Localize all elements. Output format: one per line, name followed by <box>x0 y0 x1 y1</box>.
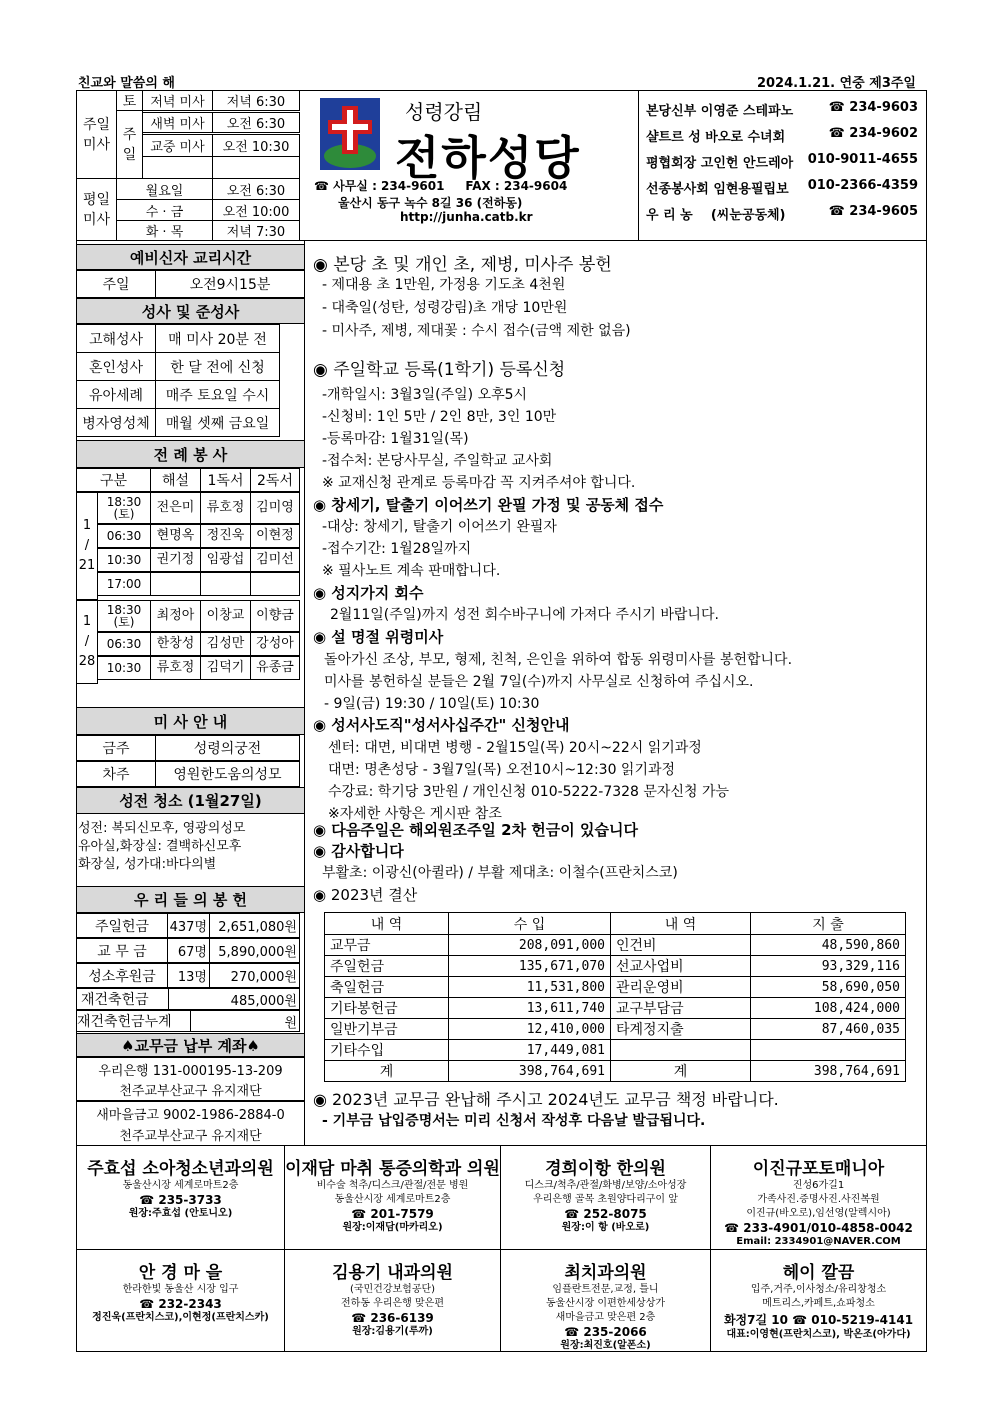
saturday-label: 토 <box>116 90 143 111</box>
liturgy-server: 정진욱 <box>200 524 251 548</box>
notice-title-5: ◉ 설 명절 위령미사 <box>313 628 444 646</box>
liturgy-header: 1독서 <box>200 468 251 492</box>
ad-line: 메트리스,카페트,쇼파청소 <box>762 1298 875 1309</box>
ad-box <box>500 1145 711 1250</box>
contact-name: 샬트르 성 바오로 수녀회 <box>646 130 786 145</box>
notice-title-9: ◉ 2023년 결산 <box>313 886 418 904</box>
settlement-header: 수 입 <box>449 913 611 935</box>
building-fund-total-label: 재건축헌금누계 <box>76 1010 191 1032</box>
sacrament-name: 병자영성체 <box>76 408 156 437</box>
ad-box <box>76 1145 285 1250</box>
ad-box <box>710 1249 927 1352</box>
cleaning-line: 유아실,화장실: 결백하신모후 <box>78 839 242 854</box>
ad-line: 비수술 척추/디스크/관절/전문 병원 <box>316 1180 469 1191</box>
settlement-header: 지 출 <box>751 913 906 935</box>
liturgy-server: 이향금 <box>250 600 300 632</box>
contact-name: 평협회장 고인헌 안드레아 <box>646 156 794 171</box>
contact-name: 본당신부 이영준 스테파노 <box>646 104 794 119</box>
offering-amount: 5,890,000원 <box>209 938 300 963</box>
notice-title-6: ◉ 성서사도직"성서사십주간" 신청안내 <box>313 716 570 734</box>
website: http://junha.catb.kr <box>400 210 533 224</box>
settlement-cell: 기타봉헌금 <box>325 998 449 1019</box>
sacrament-title: 성사 및 준성사 <box>76 298 305 324</box>
ad-box <box>284 1145 501 1250</box>
liturgy-server: 류호정 <box>200 492 251 524</box>
massinfo-key: 차주 <box>76 761 156 787</box>
account-1-owner: 천주교부산교구 유지재단 <box>119 1084 262 1099</box>
settlement-cell: 398,764,691 <box>751 1061 906 1082</box>
weekday-name: 수 · 금 <box>116 199 213 221</box>
ad-box <box>710 1145 927 1250</box>
settlement-row <box>325 1019 906 1040</box>
ad-owner: 원장:주효섭 (안토니오) <box>128 1208 233 1219</box>
notice-line: -접수기간: 1월28일까지 <box>322 541 472 557</box>
ad-title: 이진규포토매니아 <box>752 1159 885 1179</box>
ad-owner: 원장:이재담(마카리오) <box>342 1222 443 1233</box>
cleaning-list <box>78 820 245 874</box>
settlement-cell: 기타수입 <box>325 1040 449 1061</box>
mass-name: 새벽 미사 <box>142 112 213 133</box>
sacrament-name: 혼인성사 <box>76 352 156 381</box>
settlement-cell: 일반기부금 <box>325 1019 449 1040</box>
weekday-name: 화 · 목 <box>116 220 213 241</box>
weekday-mass-label: 평일 미사 <box>76 178 117 241</box>
ad-title: 경희이항 한의원 <box>545 1159 666 1179</box>
sacrament-name: 고해성사 <box>76 324 156 353</box>
offering-count: 67명 <box>167 938 210 963</box>
sacrament-time: 한 달 전에 신청 <box>155 352 280 381</box>
ad-line: 이진규(바오로),임선영(알렉시아) <box>746 1208 891 1219</box>
settlement-cell: 208,091,000 <box>449 935 611 956</box>
ad-owner: 원장:최진호(알폰소) <box>560 1340 651 1351</box>
settlement-cell: 17,449,081 <box>449 1040 611 1061</box>
ad-box <box>500 1249 711 1352</box>
settlement-header: 내 역 <box>325 913 449 935</box>
settlement-header-row <box>325 913 906 935</box>
notice-title-2: ◉ 주일학교 등록(1학기) 등록신청 <box>313 360 566 380</box>
notice-body-3 <box>322 516 557 582</box>
liturgy-server: 류호정 <box>150 656 201 680</box>
ad-line: 입주,거주,이사청소/유리창청소 <box>750 1284 887 1295</box>
ad-line: 진성6가길1 <box>792 1180 845 1191</box>
parish-name: 전하성당 <box>395 131 581 185</box>
ad-title: 이재담 마취 통증의학과 의원 <box>285 1159 500 1179</box>
settlement-cell: 교구부담금 <box>611 998 751 1019</box>
notice-body-8: 부활초: 이광신(아퀼라) / 부활 제대초: 이철수(프란치스코) <box>322 865 678 881</box>
notice-line: - 9일(금) 19:30 / 10일(토) 10:30 <box>324 696 540 712</box>
building-fund-total-amount: 원 <box>190 1010 300 1032</box>
settlement-header: 내 역 <box>611 913 751 935</box>
ad-phone: 화정7길 10 ☎ 010-5219-4141 <box>723 1313 914 1327</box>
offering-name: 주일헌금 <box>76 913 168 938</box>
building-fund-amount: 485,000원 <box>168 988 300 1010</box>
ad-line: 가족사진.증명사진.사진복원 <box>757 1194 880 1205</box>
mass-name: 저녁 미사 <box>142 90 213 111</box>
settlement-cell: 계 <box>611 1061 751 1082</box>
ad-line: 한라한빛 동울산 시장 입구 <box>122 1284 239 1295</box>
liturgy-server: 김미선 <box>250 548 300 572</box>
weekday-time: 저녁 7:30 <box>212 220 300 241</box>
liturgy-date: 1 / 21 <box>76 492 98 600</box>
ad-box <box>284 1249 501 1352</box>
ad-owner: 정진욱(프란치스코),이현정(프란치스카) <box>92 1312 269 1323</box>
notice-line: -개학일시: 3월3일(주일) 오후5시 <box>322 387 528 403</box>
notice-title-10: ◉ 2023년 교무금 완납해 주시고 2024년도 교무금 책정 바랍니다. <box>313 1090 779 1109</box>
offering-count: 13명 <box>167 963 210 988</box>
office-phone: ☎ 사무실 : 234-9601 FAX : 234-9604 <box>314 179 568 193</box>
contact-phone: 010-9011-4655 <box>807 152 918 167</box>
notice-body-1 <box>322 274 631 343</box>
ad-phone: ☎ 201-7579 <box>351 1207 434 1221</box>
settlement-row <box>325 935 906 956</box>
liturgy-server: 이현정 <box>250 524 300 548</box>
catechism-key: 주일 <box>76 270 156 298</box>
liturgy-server: 전은미 <box>150 492 201 524</box>
account-2-number: 새마을금고 9002-1986-2884-0 <box>96 1108 285 1123</box>
liturgy-title: 전 례 봉 사 <box>76 440 305 468</box>
sacrament-name: 유아세례 <box>76 380 156 409</box>
mass-empty-cell <box>142 156 213 179</box>
ad-owner: 대표:이영현(프란치스코), 박온조(아가다) <box>726 1329 911 1340</box>
weekday-time: 오전 10:00 <box>212 199 300 221</box>
ad-phone: ☎ 235-3733 <box>139 1193 222 1207</box>
settlement-table <box>324 912 906 1082</box>
settlement-cell: 선교사업비 <box>611 956 751 977</box>
offering-title: 우 리 들 의 봉 헌 <box>76 886 305 913</box>
ad-line: 임플란트전문,교정, 틀니 <box>552 1284 659 1295</box>
ad-owner: Email: 2334901@NAVER.COM <box>736 1236 901 1247</box>
contact-phone: ☎ 234-9603 <box>828 100 918 115</box>
settlement-cell: 교무금 <box>325 935 449 956</box>
liturgy-date: 1 / 28 <box>76 600 98 684</box>
ad-line: 동울산시장 이편한세상상가 <box>545 1298 666 1309</box>
liturgy-header: 구분 <box>76 468 151 492</box>
ad-owner: 원장:이 항 (바오로) <box>561 1222 650 1233</box>
ad-title: 주효섭 소아청소년과의원 <box>87 1159 274 1179</box>
liturgy-server: 임광섭 <box>200 548 251 572</box>
weekday-time: 오전 6:30 <box>212 178 300 200</box>
massinfo-key: 금주 <box>76 735 156 761</box>
ad-phone: ☎ 236-6139 <box>351 1311 434 1325</box>
mass-time: 오전 6:30 <box>212 112 300 133</box>
ad-title: 안 경 마 을 <box>138 1263 223 1283</box>
building-fund-label: 재건축헌금 <box>76 988 169 1010</box>
notice-line: - 대축일(성탄, 성령강림)초 개당 10만원 <box>322 300 568 316</box>
parish-logo <box>318 96 382 172</box>
top-date: 2024.1.21. 연중 제3주일 <box>756 76 916 91</box>
catechism-title: 예비신자 교리시간 <box>76 244 305 270</box>
settlement-cell: 타계정지출 <box>611 1019 751 1040</box>
liturgy-server: 한창성 <box>150 632 201 656</box>
mass-time: 저녁 6:30 <box>212 90 300 111</box>
ad-title: 최치과의원 <box>564 1263 647 1283</box>
settlement-cell: 12,410,000 <box>449 1019 611 1040</box>
notice-body-2 <box>322 384 635 494</box>
weekday-name: 월요일 <box>116 178 213 200</box>
notice-line: 센터: 대면, 비대면 병행 - 2월15일(목) 20시~22시 읽기과정 <box>328 740 702 756</box>
notice-line: 미사를 봉헌하실 분들은 2월 7일(수)까지 사무실로 신청하여 주십시오. <box>324 674 754 690</box>
settlement-cell: 축일헌금 <box>325 977 449 998</box>
liturgy-server: 최정아 <box>150 600 201 632</box>
massinfo-title: 미 사 안 내 <box>76 707 305 735</box>
ad-line: 새마을금고 맞은편 2층 <box>555 1312 656 1323</box>
liturgy-server: 권기정 <box>150 548 201 572</box>
ad-line: 전하동 우리은행 맞은편 <box>341 1298 444 1309</box>
settlement-cell: 135,671,070 <box>449 956 611 977</box>
mass-name: 교중 미사 <box>142 134 213 157</box>
settlement-row <box>325 977 906 998</box>
liturgy-time: 10:30 <box>97 656 151 680</box>
settlement-cell: 87,460,035 <box>751 1019 906 1040</box>
notice-title-4: ◉ 성지가지 회수 <box>313 584 424 602</box>
ad-phone: ☎ 233-4901/010-4858-0042 <box>724 1221 913 1235</box>
liturgy-server: 이창교 <box>200 600 251 632</box>
mass-time: 오전 10:30 <box>212 134 300 157</box>
liturgy-time: 18:30 (토) <box>97 600 151 632</box>
offering-name: 교 무 금 <box>76 938 168 963</box>
notice-line: -접수처: 본당사무실, 주일학교 교사회 <box>322 453 553 469</box>
notice-title-3: ◉ 창세기, 탈출기 이어쓰기 완필 가정 및 공동체 접수 <box>313 496 664 514</box>
liturgy-server: 강성아 <box>250 632 300 656</box>
liturgy-header: 2독서 <box>250 468 300 492</box>
contact-phone: 010-2366-4359 <box>807 178 918 193</box>
offering-amount: 2,651,080원 <box>209 913 300 938</box>
top-left-text: 친교와 말씀의 해 <box>78 76 175 91</box>
contact-phone: ☎ 234-9605 <box>828 204 918 219</box>
settlement-cell: 48,590,860 <box>751 935 906 956</box>
notice-line: -등록마감: 1월31일(목) <box>322 431 469 447</box>
cleaning-title: 성전 청소 (1월27일) <box>76 787 305 814</box>
settlement-row <box>325 1061 906 1082</box>
account-1-number: 우리은행 131-000195-13-209 <box>98 1064 283 1079</box>
ad-line: (국민건강보험공단) <box>349 1284 436 1295</box>
settlement-cell <box>751 1040 906 1061</box>
ad-line: 디스크/척추/관절/화병/보양/소아성장 <box>524 1180 687 1191</box>
notice-title-8: ◉ 감사합니다 <box>313 842 404 860</box>
settlement-cell: 58,690,050 <box>751 977 906 998</box>
ad-phone: ☎ 235-2066 <box>564 1325 647 1339</box>
ad-box <box>76 1249 285 1352</box>
notice-line: - 제대용 초 1만원, 가정용 기도초 4천원 <box>322 277 566 293</box>
liturgy-server: 김성만 <box>200 632 251 656</box>
offering-amount: 270,000원 <box>209 963 300 988</box>
sacrament-time: 매 미사 20분 전 <box>155 324 280 353</box>
liturgy-time: 18:30 (토) <box>97 492 151 524</box>
address: 울산시 동구 녹수 8길 36 (전하동) <box>338 196 523 210</box>
ad-owner: 원장:김용기(루까) <box>352 1326 433 1337</box>
notice-body-10: - 기부금 납입증명서는 미리 신청서 작성후 다음날 발급됩니다. <box>322 1113 706 1129</box>
liturgy-server: 유종금 <box>250 656 300 680</box>
settlement-cell: 93,329,116 <box>751 956 906 977</box>
liturgy-server <box>250 572 300 596</box>
settlement-cell <box>611 1040 751 1061</box>
sunday-label: 주 일 <box>116 110 143 179</box>
contact-phone: ☎ 234-9602 <box>828 126 918 141</box>
notice-line: 수강료: 학기당 3만원 / 개인신청 010-5222-7328 문자신청 가능 <box>328 784 730 800</box>
sunday-mass-label: 주일 미사 <box>76 90 117 179</box>
notice-title-7: ◉ 다음주일은 해외원조주일 2차 헌금이 있습니다 <box>313 821 638 839</box>
contact-name: 선종봉사회 임현용필립보 <box>646 182 789 197</box>
liturgy-server: 현명옥 <box>150 524 201 548</box>
liturgy-time: 06:30 <box>97 632 151 656</box>
settlement-cell: 13,611,740 <box>449 998 611 1019</box>
sacrament-time: 매월 셋째 금요일 <box>155 408 280 437</box>
settlement-cell: 주일헌금 <box>325 956 449 977</box>
notice-line: - 미사주, 제병, 제대꽃 : 수시 접수(금액 제한 없음) <box>322 323 631 339</box>
cleaning-line: 성전: 복되신모후, 영광의성모 <box>78 821 246 836</box>
account-2-owner: 천주교부산교구 유지재단 <box>119 1129 262 1144</box>
liturgy-server <box>200 572 251 596</box>
liturgy-server <box>150 572 201 596</box>
settlement-cell: 11,531,800 <box>449 977 611 998</box>
notice-line: 대면: 명촌성당 - 3월7일(목) 오전10시~12:30 읽기과정 <box>328 762 676 778</box>
ad-line: 동울산시장 세계로마트2층 <box>334 1194 451 1205</box>
settlement-cell: 인건비 <box>611 935 751 956</box>
ad-phone: ☎ 252-8075 <box>564 1207 647 1221</box>
ad-line: 우리은행 골목 초원양다리구이 앞 <box>533 1194 678 1205</box>
sacrament-time: 매주 토요일 수시 <box>155 380 280 409</box>
notice-line: -대상: 창세기, 탈출기 이어쓰기 완필자 <box>322 519 557 535</box>
liturgy-time: 10:30 <box>97 548 151 572</box>
notice-line: ※ 교재신청 관계로 등록마감 꼭 지켜주셔야 합니다. <box>322 475 636 491</box>
mass-empty-cell <box>212 156 300 179</box>
notice-line: 돌아가신 조상, 부모, 형제, 친척, 은인을 위하여 합동 위령미사를 봉헌합니다. <box>324 652 793 668</box>
settlement-cell: 계 <box>325 1061 449 1082</box>
offering-count: 437명 <box>167 913 210 938</box>
liturgy-server: 김덕기 <box>200 656 251 680</box>
cleaning-line: 화장실, 성가대:바다의별 <box>78 857 217 872</box>
notice-body-5 <box>324 649 792 715</box>
settlement-row <box>325 998 906 1019</box>
settlement-cell: 398,764,691 <box>449 1061 611 1082</box>
parish-subtitle: 성령강림 <box>405 100 483 124</box>
notice-body-6 <box>328 737 729 825</box>
catechism-time: 오전9시15분 <box>155 270 305 298</box>
liturgy-time: 06:30 <box>97 524 151 548</box>
settlement-row <box>325 1040 906 1061</box>
settlement-cell: 관리운영비 <box>611 977 751 998</box>
contact-name: 우 리 농 (씨눈공동체) <box>646 208 786 223</box>
settlement-row <box>325 956 906 977</box>
notice-title-1: ◉ 본당 초 및 개인 초, 제병, 미사주 봉헌 <box>313 255 612 275</box>
ad-title: 김용기 내과의원 <box>332 1263 453 1283</box>
ad-phone: ☎ 232-2343 <box>139 1297 222 1311</box>
notice-body-4: 2월11일(주일)까지 성전 회수바구니에 가져다 주시기 바랍니다. <box>330 607 719 623</box>
liturgy-header: 해설 <box>150 468 201 492</box>
ad-line: 동울산시장 세계로마트2층 <box>122 1180 239 1191</box>
offering-name: 성소후원금 <box>76 963 168 988</box>
settlement-grid <box>324 912 906 1082</box>
notice-line: ※ 필사노트 계속 판매합니다. <box>322 563 501 579</box>
liturgy-server: 김미영 <box>250 492 300 524</box>
settlement-cell: 108,424,000 <box>751 998 906 1019</box>
notice-line: ※자세한 사항은 게시판 참조 <box>328 806 502 822</box>
massinfo-value: 성령의궁전 <box>155 735 300 761</box>
ad-title: 헤이 깔끔 <box>782 1263 855 1283</box>
massinfo-value: 영원한도움의성모 <box>155 761 300 787</box>
account-title: ♠교무금 납부 계좌♠ <box>76 1033 305 1057</box>
notice-line: -신청비: 1인 5만 / 2인 8만, 3인 10만 <box>322 409 557 425</box>
liturgy-time: 17:00 <box>97 572 151 596</box>
